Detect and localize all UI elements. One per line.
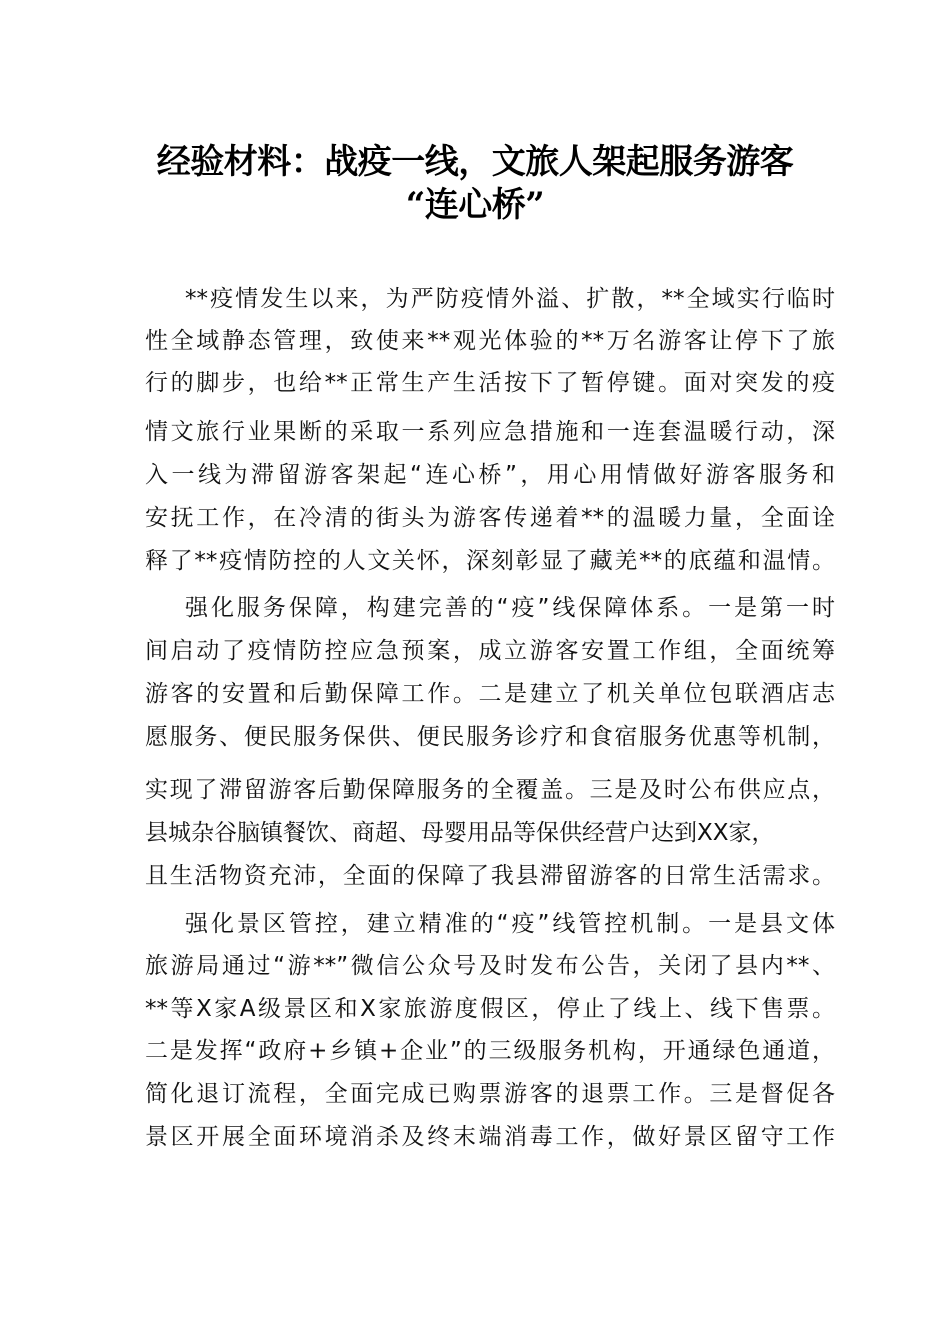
- paragraph-line: 实现了滞留游客后勤保障服务的全覆盖。三是及时公布供应点，: [145, 777, 835, 803]
- paragraph-line: 强化服务保障，构建完善的“疫”线保障体系。一是第一时: [185, 595, 835, 621]
- paragraph-line: **等X家A级景区和X家旅游度假区，停止了线上、线下售票。: [145, 996, 835, 1022]
- paragraph-line: 二是发挥“政府+乡镇+企业”的三级服务机构，开通绿色通道，: [145, 1038, 835, 1064]
- paragraph-line: 入一线为滞留游客架起“连心桥”，用心用情做好游客服务和: [145, 462, 835, 488]
- paragraph-line: 且生活物资充沛，全面的保障了我县滞留游客的日常生活需求。: [145, 863, 835, 889]
- paragraph-line: **疫情发生以来，为严防疫情外溢、扩散，**全域实行临时: [185, 286, 835, 312]
- paragraph-line: 景区开展全面环境消杀及终末端消毒工作，做好景区留守工作: [145, 1124, 835, 1150]
- paragraph-line: 强化景区管控，建立精准的“疫”线管控机制。一是县文体: [185, 911, 835, 937]
- document-title-line-1: 经验材料：战疫一线，文旅人架起服务游客: [156, 142, 794, 182]
- paragraph-line: 简化退订流程，全面完成已购票游客的退票工作。三是督促各: [145, 1081, 835, 1107]
- paragraph-line: 安抚工作，在冷清的街头为游客传递着**的温暖力量，全面诠: [145, 505, 835, 531]
- paragraph-line: 性全域静态管理，致使来**观光体验的**万名游客让停下了旅: [145, 328, 835, 354]
- paragraph-line: 县城杂谷脑镇餐饮、商超、母婴用品等保供经营户达到XX家，: [145, 820, 775, 846]
- paragraph-line: 间启动了疫情防控应急预案，成立游客安置工作组，全面统筹: [145, 638, 835, 664]
- document-title-line-2: “连心桥”: [405, 185, 545, 225]
- paragraph-line: 释了**疫情防控的人文关怀，深刻彰显了藏羌**的底蕴和温情。: [145, 548, 835, 574]
- paragraph-line: 情文旅行业果断的采取一系列应急措施和一连套温暖行动，深: [145, 419, 835, 445]
- paragraph-line: 旅游局通过“游**”微信公众号及时发布公告，关闭了县内**、: [145, 953, 835, 979]
- paragraph-line: 愿服务、便民服务保供、便民服务诊疗和食宿服务优惠等机制，: [145, 724, 835, 750]
- paragraph-line: 行的脚步，也给**正常生产生活按下了暂停键。面对突发的疫: [145, 370, 835, 396]
- paragraph-line: 游客的安置和后勤保障工作。二是建立了机关单位包联酒店志: [145, 681, 835, 707]
